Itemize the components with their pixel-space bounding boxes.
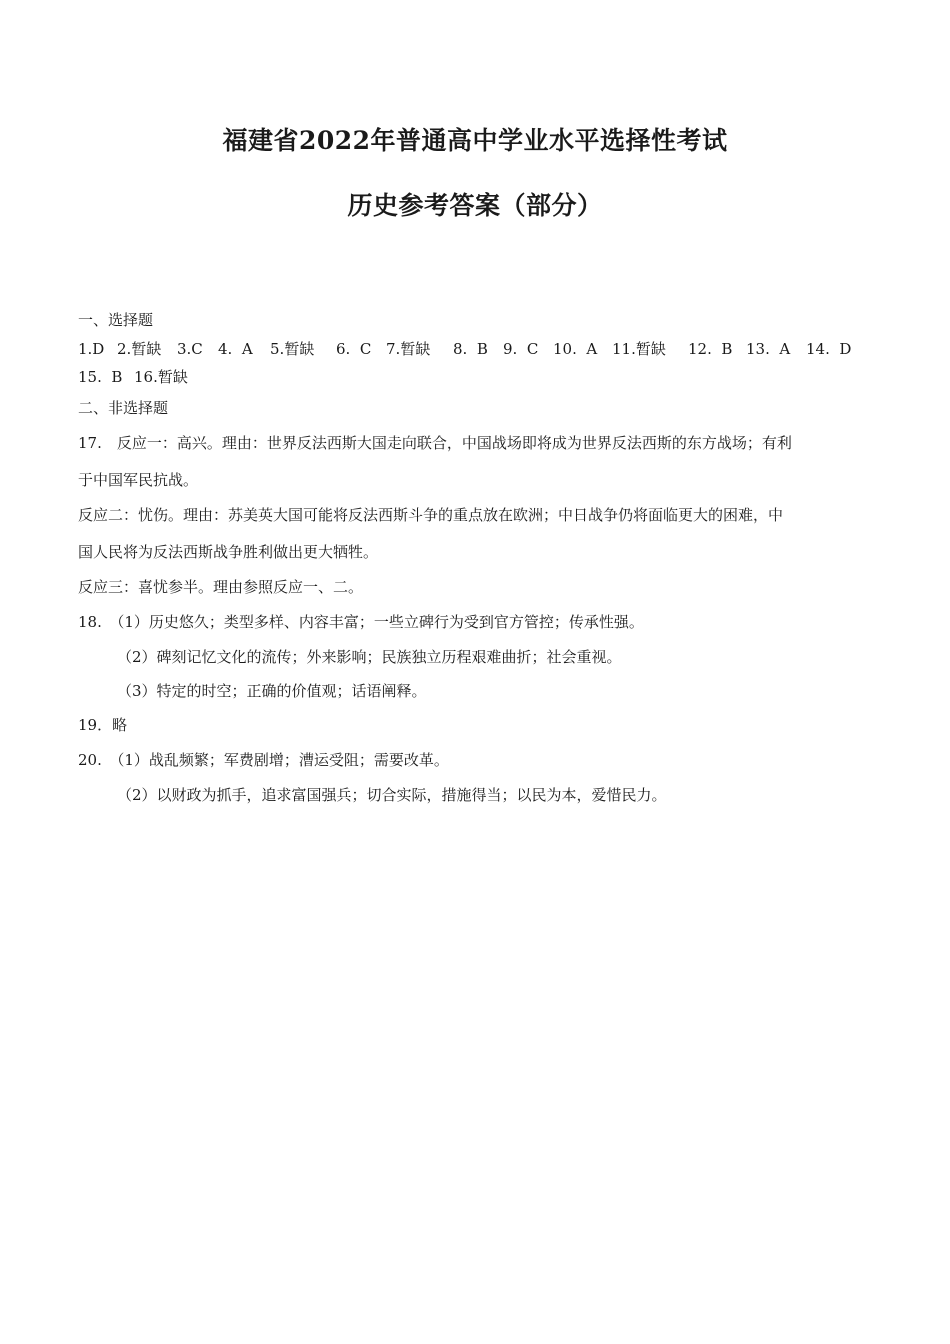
mcq-answer-5: 5.暂缺 (270, 340, 315, 358)
q17-line-1: 17. 反应一：高兴。理由：世界反法西斯大国走向联合，中国战场即将成为世界反法西斯的东方战场；有利 (78, 434, 792, 452)
mcq-answer-15: 15. B (78, 368, 123, 386)
mcq-answer-4: 4. A (218, 340, 253, 358)
document-title: 福建省2022年普通高中学业水平选择性考试 (222, 126, 728, 155)
mcq-answer-14: 14. D (806, 340, 852, 358)
q18-line-1: 18. （1）历史悠久；类型多样、内容丰富；一些立碑行为受到官方管控；传承性强。 (78, 613, 644, 631)
mcq-answer-12: 12. B (688, 340, 733, 358)
mcq-answer-10: 10. A (553, 340, 598, 358)
q18-line-2: （2）碑刻记忆文化的流传；外来影响；民族独立历程艰难曲折；社会重视。 (117, 648, 622, 666)
q19-line-1: 19．略 (78, 716, 128, 734)
q20-line-1: 20. （1）战乱频繁；军费剧增；漕运受阻；需要改革。 (78, 751, 449, 769)
section-heading-nonchoice: 二、非选择题 (78, 399, 169, 417)
q20-line-2: （2）以财政为抓手，追求富国强兵；切合实际，措施得当；以民为本，爱惜民力。 (117, 786, 667, 804)
q17-line-2: 于中国军民抗战。 (78, 471, 199, 489)
mcq-answer-8: 8. B (453, 340, 488, 358)
section-heading-choice: 一、选择题 (78, 311, 154, 329)
mcq-answer-13: 13. A (746, 340, 791, 358)
mcq-answer-7: 7.暂缺 (386, 340, 431, 358)
mcq-answer-16: 16.暂缺 (134, 368, 188, 386)
q18-line-3: （3）特定的时空；正确的价值观；话语阐释。 (117, 682, 427, 700)
mcq-answer-9: 9. C (503, 340, 539, 358)
document-subtitle: 历史参考答案（部分） (347, 191, 603, 220)
mcq-answer-6: 6. C (336, 340, 372, 358)
q17-line-5: 反应三：喜忧参半。理由参照反应一、二。 (78, 578, 364, 596)
q17-line-4: 国人民将为反法西斯战争胜利做出更大牺牲。 (78, 543, 379, 561)
mcq-answer-1: 1.D (78, 340, 105, 358)
q17-line-3: 反应二：忧伤。理由：苏美英大国可能将反法西斯斗争的重点放在欧洲；中日战争仍将面临更大的困难，中 (78, 506, 784, 524)
mcq-answer-3: 3.C (177, 340, 203, 358)
mcq-answer-11: 11.暂缺 (612, 340, 666, 358)
mcq-answer-2: 2.暂缺 (117, 340, 162, 358)
